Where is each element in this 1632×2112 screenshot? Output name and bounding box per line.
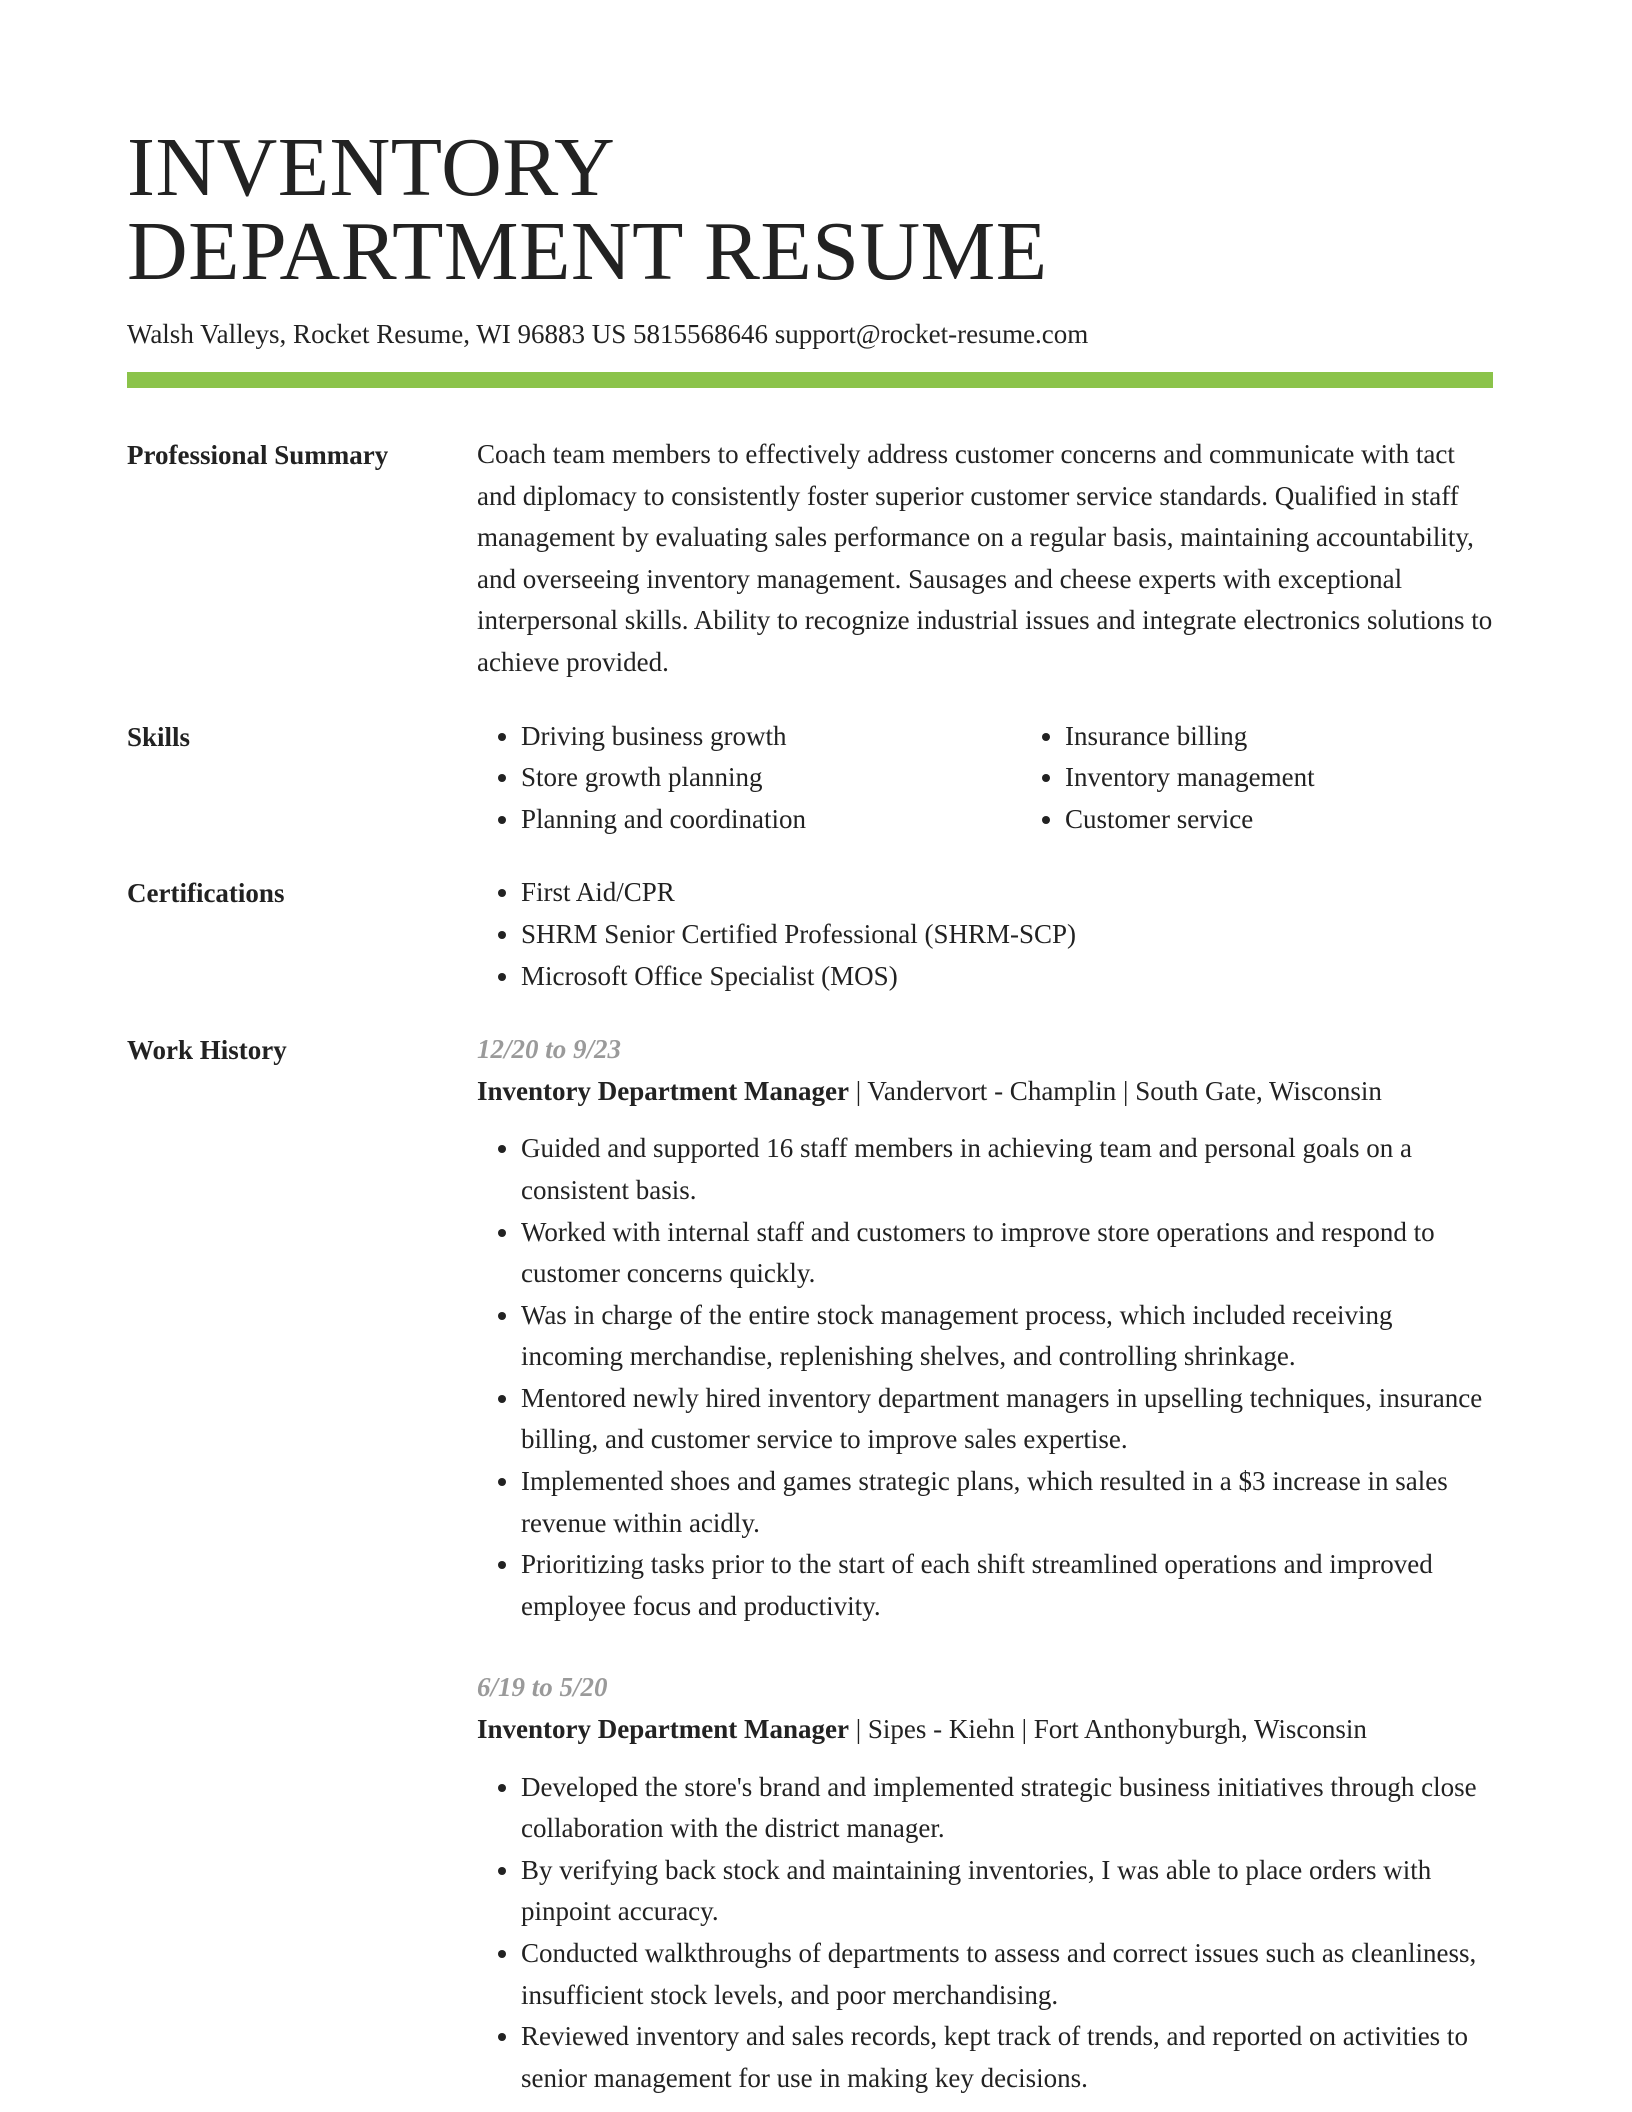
professional-summary-section xyxy=(127,434,1493,684)
title-line-2: DEPARTMENT RESUME xyxy=(127,205,1048,298)
job-bullet: • Implemented shoes and games strategic plans, which resulted in a $3 increase in sales revenue within acidly. xyxy=(521,1461,1493,1544)
certification-item: • SHRM Senior Certified Professional (SHRM-SCP) xyxy=(521,914,1493,956)
skill-item: • Store growth planning xyxy=(521,757,1021,799)
job-bullets xyxy=(477,1128,1493,1627)
resume-title xyxy=(127,121,1493,298)
certifications-section xyxy=(127,872,1493,997)
work-history-body xyxy=(477,1029,1493,2099)
section-label-skills: Skills xyxy=(127,721,191,752)
job-entry xyxy=(477,1667,1493,2099)
certification-item: • First Aid/CPR xyxy=(521,872,1493,914)
job-heading xyxy=(477,1709,1493,1751)
skill-item: • Driving business growth xyxy=(521,716,1021,758)
skill-item: • Customer service xyxy=(1065,799,1565,841)
skill-item: • Inventory management xyxy=(1065,757,1565,799)
title-line-1: INVENTORY xyxy=(127,121,616,214)
skills-column-2 xyxy=(1021,716,1565,841)
job-title: Inventory Department Manager xyxy=(477,1714,849,1745)
certification-item: • Microsoft Office Specialist (MOS) xyxy=(521,956,1493,998)
skills-list xyxy=(477,716,1565,841)
job-heading xyxy=(477,1071,1493,1113)
job-bullet: • Reviewed inventory and sales records, kept track of trends, and reported on activities to senior management for use in making key decisions. xyxy=(521,2016,1493,2099)
job-entry xyxy=(477,1029,1493,1627)
job-bullet: • Prioritizing tasks prior to the start of each shift streamlined operations and improved employee focus and productivity. xyxy=(521,1544,1493,1627)
summary-text: Coach team members to effectively address customer concerns and communicate with tact and diplomacy to consistently foster superior customer service standards. Qualified in staff management by evaluating sales performance on a regular basis, maintaining accountability, and overseeing inventory management. Sausages and cheese experts with exceptional interpersonal skills. Ability to recognize industrial issues and integrate electronics solutions to achieve provided. xyxy=(477,439,1493,677)
skills-column-1 xyxy=(477,716,1021,841)
job-bullet: • Developed the store's brand and implemented strategic business initiatives through close collaboration with the district manager. xyxy=(521,1767,1493,1850)
job-bullet: • Guided and supported 16 staff members in achieving team and personal goals on a consistent basis. xyxy=(521,1128,1493,1211)
job-employer-location: | Vandervort - Champlin | South Gate, Wisconsin xyxy=(848,1075,1382,1106)
skill-item: • Planning and coordination xyxy=(521,799,1021,841)
skills-section xyxy=(127,716,1493,841)
job-dates: 12/20 to 9/23 xyxy=(477,1034,622,1065)
certifications-list xyxy=(477,872,1493,997)
job-dates: 6/19 to 5/20 xyxy=(477,1672,608,1703)
job-bullet: • Was in charge of the entire stock management process, which included receiving incoming merchandise, replenishing shelves, and controlling shrinkage. xyxy=(521,1295,1493,1378)
accent-divider xyxy=(127,372,1493,388)
job-bullets xyxy=(477,1767,1493,2100)
job-bullet: • By verifying back stock and maintaining inventories, I was able to place orders with pinpoint accuracy. xyxy=(521,1850,1493,1933)
contact-info: Walsh Valleys, Rocket Resume, WI 96883 US 5815568646 support@rocket-resume.com xyxy=(127,319,1089,349)
job-employer-location: | Sipes - Kiehn | Fort Anthonyburgh, Wisconsin xyxy=(848,1714,1367,1745)
job-bullet: • Mentored newly hired inventory department managers in upselling techniques, insurance billing, and customer service to improve sales expertise. xyxy=(521,1378,1493,1461)
resume-page xyxy=(127,121,1493,2099)
job-title: Inventory Department Manager xyxy=(477,1075,849,1106)
section-label-work-history: Work History xyxy=(127,1035,287,1066)
work-history-section xyxy=(127,1029,1493,2099)
section-label-summary: Professional Summary xyxy=(127,440,389,470)
job-bullet: • Conducted walkthroughs of departments to assess and correct issues such as cleanliness, insufficient stock levels, and poor merchandising. xyxy=(521,1933,1493,2016)
job-bullet: • Worked with internal staff and customers to improve store operations and respond to customer concerns quickly. xyxy=(521,1212,1493,1295)
skill-item: • Insurance billing xyxy=(1065,716,1565,758)
section-label-certifications: Certifications xyxy=(127,878,285,909)
